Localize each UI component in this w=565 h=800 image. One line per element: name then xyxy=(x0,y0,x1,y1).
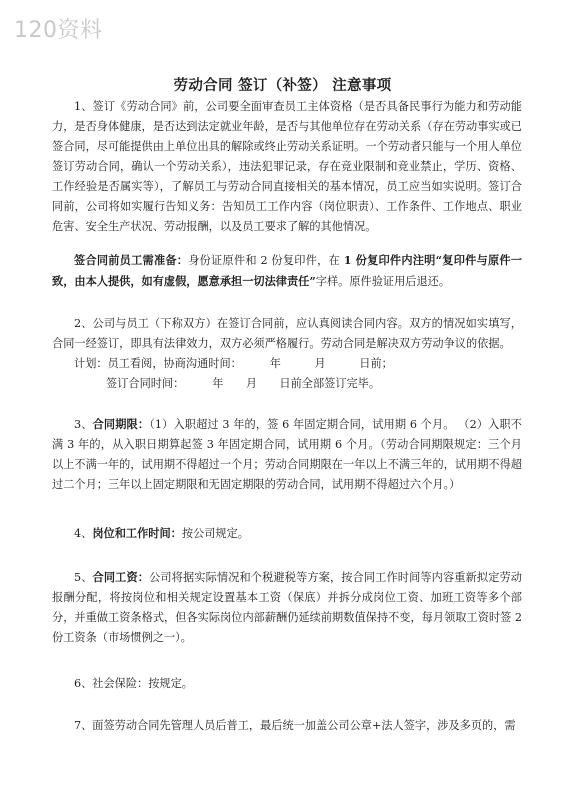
paragraph-2: 2、公司与员工（下称双方）在签订合同前，应认真阅读合同内容。双方的情况如实填写，合同一经签订，即具有法律效力，双方必须严格履行。劳动合同是解决双方劳动争议的依据。 xyxy=(52,317,522,350)
paragraph-4 xyxy=(52,523,522,544)
section-5-text: 公司将据实际情况和个税避税等方案，按合同工作时间等内容重新拟定劳动报酬分配，将按岗位和相关规定设置基本工资（保底）并拆分成岗位工资、加班工资等多个部分，并重做工资条格式，但各实际岗位内部薪酬仍延续前期数值保持不变，每月领取工资时签 2 份工资条（市场惯例之一）。 xyxy=(52,571,522,644)
section-3-number: 3、 xyxy=(74,418,93,431)
plan-line-1: 计划：员工看阅，协商沟通时间： 年 月 日前； xyxy=(74,357,393,370)
paragraph-1: 1、签订《劳动合同》前，公司要全面审查员工主体资格（是否具备民事行为能力和劳动能力，是否身体健康，是否达到法定就业年龄，是否与其他单位存在劳动关系（存在劳动事实或已签合同，尽可能提供由上单位出具的解除或终止劳动关系证明。一个劳动者只能与一个用人单位签订劳动合同，确认一个劳动关系），违法犯罪记录，存在竞业限制和竞业禁止，学历、资格、工作经验是否属实等），了解员工与劳动合同直接相关的基本情况，员工应当如实说明。签订合同前，公司将如实履行告知义务：告知员工工作内容（岗位职责）、工作条件、工作地点、职业危害、安全生产状况、劳动报酬，以及员工要求了解的其他情况。 xyxy=(52,100,522,233)
paragraph-3 xyxy=(52,414,522,495)
section-5-number: 5、 xyxy=(74,571,93,584)
section-4-label: 岗位和工作时间： xyxy=(92,526,182,540)
preparation-bold-note: 1 份复印件内注明“复印件与原件一致，由本人提供，如有虚假，愿意承担一切法律责任” xyxy=(52,253,522,288)
section-5-label: 合同工资： xyxy=(92,570,150,584)
section-3-label: 合同期限： xyxy=(92,417,150,431)
section-4-text: 按公司规定。 xyxy=(181,527,249,540)
page-title: 劳动合同 签订（补签） 注意事项 xyxy=(173,77,392,94)
preparation-text-1: 身份证原件和 2 份复印件，在 xyxy=(188,254,344,267)
section-4-number: 4、 xyxy=(74,527,93,540)
paragraph-1-preparation xyxy=(52,250,522,292)
plan-line-2: 签订合同时间： 年 月 日前全部签订完毕。 xyxy=(106,377,381,390)
preparation-text-2: 字样。原件验证用后退还。 xyxy=(315,275,451,288)
watermark-logo: 120资料 xyxy=(14,18,103,43)
paragraph-6: 6、社会保险：按规定。 xyxy=(74,677,193,690)
preparation-lead: 签合同前员工需准备： xyxy=(74,253,189,267)
section-3-text: （1）入职超过 3 年的，签 6 年固定期合同，试用期 6 个月。 （2）入职不满 3 年的，从入职日期算起签 3 年固定期合同，试用期 6 个月。（劳动合同期限规定：三个月以上不满一年的，试用期不得超过一个月；劳动合同期限在一年以上不满三年的，试用期不得超过二个月；三年以上固定期限和无固定期限的劳动合同，试用期不得超过六个月。） xyxy=(52,418,522,491)
paragraph-5 xyxy=(52,567,522,648)
paragraph-7: 7、面签劳动合同先管理人员后普工，最后统一加盖公司公章+法人签字，涉及多页的，需 xyxy=(74,719,516,732)
